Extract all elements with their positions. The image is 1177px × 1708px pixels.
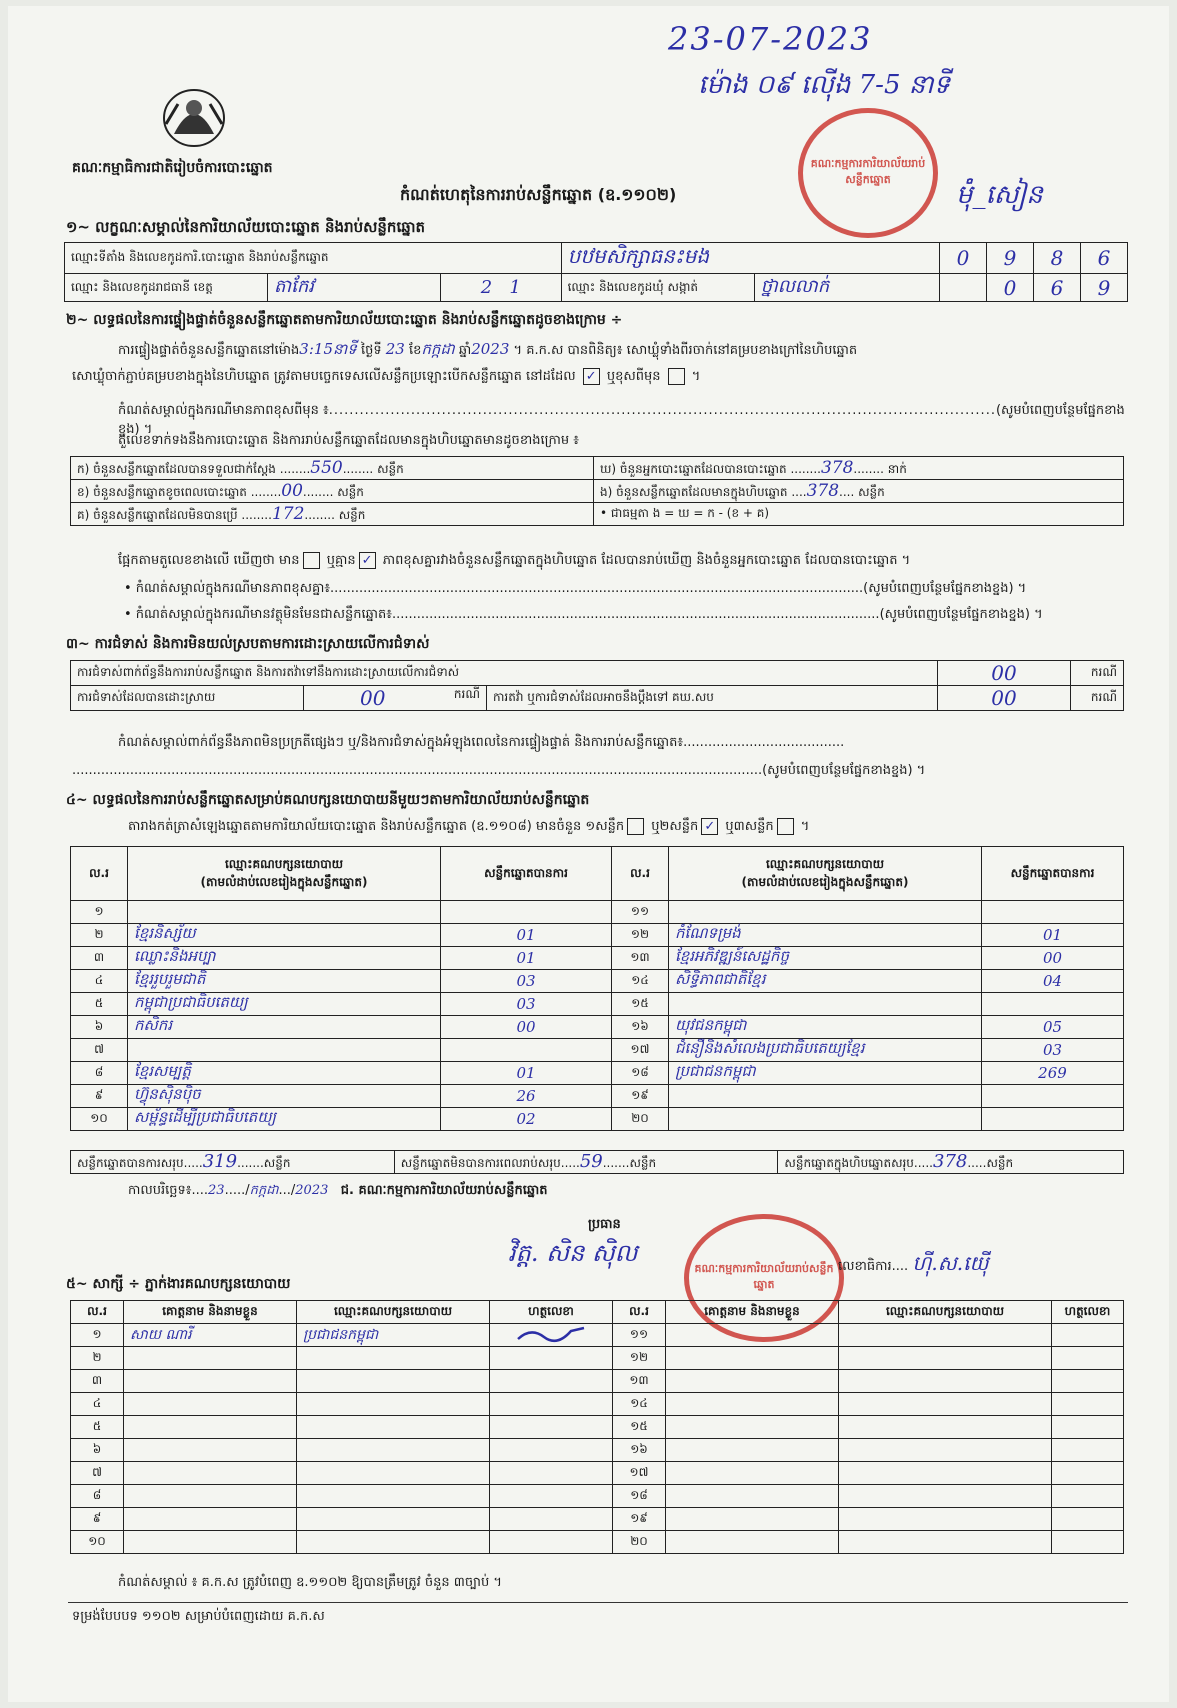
- witness-signature: [490, 1508, 613, 1531]
- spoiled-ballots: ខ) ចំនួនសន្លឹកឆ្នោតខូចពេលបោះឆ្នោត ........00........ សន្លឹក: [71, 480, 594, 503]
- witness-name: [124, 1531, 297, 1554]
- party-name: កំណែទម្រង់: [669, 924, 982, 947]
- witness-name: [124, 1393, 297, 1416]
- row-number: ១៨: [612, 1062, 669, 1085]
- vote-count: 26: [441, 1085, 612, 1108]
- vote-count: 03: [982, 1039, 1124, 1062]
- row-number: ១១: [612, 901, 669, 924]
- different-checkbox[interactable]: [668, 368, 685, 385]
- section3-title: ៣~ ការជំទាស់ និងការមិនយល់ស្របតាមការដោះស្រាយលើការជំទាស់: [66, 636, 430, 652]
- vote-count: 03: [441, 993, 612, 1016]
- witness-signature: [490, 1485, 613, 1508]
- vote-count: [982, 1085, 1124, 1108]
- witness-party: [297, 1439, 490, 1462]
- appeal-count: 00: [938, 686, 1071, 711]
- witness-signature: [1052, 1485, 1124, 1508]
- witness-name: [666, 1324, 839, 1347]
- party-name: [669, 993, 982, 1016]
- commune-label: ឈ្មោះ និងលេខកូដឃុំ សង្កាត់: [561, 274, 754, 302]
- row-number: ១៤: [613, 1393, 666, 1416]
- party-results-table: [70, 846, 1124, 1131]
- row-number: ១៩: [613, 1508, 666, 1531]
- table-row: [71, 1531, 1124, 1554]
- vote-count: 03: [441, 970, 612, 993]
- witness-name: [666, 1508, 839, 1531]
- witness-party: [839, 1531, 1052, 1554]
- witness-party: [839, 1485, 1052, 1508]
- witness-party: [297, 1347, 490, 1370]
- witness-party: [839, 1370, 1052, 1393]
- col-sign: ហត្ថលេខា: [1052, 1301, 1124, 1324]
- witness-name: [124, 1370, 297, 1393]
- table-row: [71, 1416, 1124, 1439]
- table-row: [71, 947, 1124, 970]
- party-name: កសិករ: [128, 1016, 441, 1039]
- form-sheet: [8, 6, 1169, 1702]
- witness-signature: [490, 1531, 613, 1554]
- totals-table: [70, 1150, 1124, 1174]
- witness-signature: [1052, 1462, 1124, 1485]
- col-party: ឈ្មោះគណបក្សនយោបាយ: [839, 1301, 1052, 1324]
- row-number: ៤: [71, 970, 128, 993]
- row-number: ១៥: [612, 993, 669, 1016]
- objection-count: 00: [938, 661, 1071, 686]
- witness-name: [124, 1485, 297, 1508]
- row-number: ១៣: [613, 1370, 666, 1393]
- unused-ballots: គ) ចំនួនសន្លឹកឆ្នោតដែលមិនបានប្រើ ........172........ សន្លឹក: [71, 503, 594, 526]
- unit-case: ករណី: [1071, 686, 1124, 711]
- witness-name: [666, 1393, 839, 1416]
- party-name: សិទ្ធិភាពជាតិខ្មែរ: [669, 970, 982, 993]
- table-row: [71, 1016, 1124, 1039]
- table-row: [71, 993, 1124, 1016]
- witness-signature: [1052, 1439, 1124, 1462]
- location-code-digit: 0: [940, 243, 987, 274]
- party-name: [128, 901, 441, 924]
- party-name: [669, 1085, 982, 1108]
- witness-signature: [1052, 1347, 1124, 1370]
- row-number: ១: [71, 1324, 124, 1347]
- row-number: ១១: [613, 1324, 666, 1347]
- location-code-digit: 9: [987, 243, 1034, 274]
- table-row: [71, 1062, 1124, 1085]
- table-row: [71, 1462, 1124, 1485]
- row-number: ១២: [613, 1347, 666, 1370]
- witness-name: [666, 1531, 839, 1554]
- witness-party: [839, 1347, 1052, 1370]
- col-sign: ហត្ថលេខា: [490, 1301, 613, 1324]
- chair-label: ប្រធាន: [588, 1217, 621, 1232]
- foreign-object-note: • កំណត់សម្គាល់ក្នុងករណីមានវត្ថុមិនមែនជាសន្លឹកឆ្នោត៖......................................................................................................................(សូមបំពេញបន្ថែមផ្នែកខាងខ្នង) ។: [124, 607, 1043, 622]
- table-row: [71, 1393, 1124, 1416]
- col-party: ឈ្មោះគណបក្សនយោបាយ: [297, 1301, 490, 1324]
- witness-name: [666, 1347, 839, 1370]
- witness-party: [297, 1462, 490, 1485]
- vote-count: [441, 1039, 612, 1062]
- verification-line1: ការផ្ទៀងផ្ទាត់ចំនួនសន្លឹកឆ្នោតនៅម៉ោង3:15នាទី ថ្ងៃទី 23 ខែកក្កដា ឆ្នាំ2023 ។ គ.ក.ស បានពិនិត្យ៖ សោឃ្លុំទាំងពីរចាក់នៅគម្របខាងក្រៅនៃហិបឆ្នោត: [118, 340, 858, 358]
- table-row: [71, 1508, 1124, 1531]
- row-number: ៣: [71, 947, 128, 970]
- location-code-digit: 8: [1034, 243, 1081, 274]
- col-party: ឈ្មោះគណបក្សនយោបាយ (តាមលំដាប់លេខរៀងក្នុងសន្លឹកឆ្នោត): [669, 847, 982, 901]
- party-name: ខ្មែររួបរួមជាតិ: [128, 970, 441, 993]
- col-no: ល.រ: [71, 1301, 124, 1324]
- table-row: [71, 1439, 1124, 1462]
- row-number: ១៦: [612, 1016, 669, 1039]
- commune-value: ថ្នាលលាក់: [754, 274, 939, 302]
- row-number: ៩: [71, 1085, 128, 1108]
- resolved-count: 00 ករណី: [304, 686, 487, 711]
- row-number: ១៣: [612, 947, 669, 970]
- row-number: ១០: [71, 1531, 124, 1554]
- row-number: ៨: [71, 1485, 124, 1508]
- vote-count: [982, 1108, 1124, 1131]
- figures-intro: តួលេខទាក់ទងនឹងការបោះឆ្នោត និងការរាប់សន្លឹកឆ្នោតដែលមានក្នុងហិបឆ្នោតមានដូចខាងក្រោម ៖: [118, 433, 579, 448]
- verification-line2: សោឃ្លុំចាក់ភ្ជាប់គម្របខាងក្នុងនៃហិបឆ្នោត ត្រូវតាមបច្ចេកទេសលើសន្លឹកប្រឡោះបើកសន្លឹកឆ្នោត នៅដដែល ✓ ឬខុសពីមុន ។: [72, 369, 701, 384]
- secretary: លេខាធិការ.... ហ៊ី.ស.យ៉ើ: [838, 1251, 989, 1275]
- row-number: ១៧: [613, 1462, 666, 1485]
- table-row: [71, 1108, 1124, 1131]
- party-name: ប្រជាជនកម្ពុជា: [669, 1062, 982, 1085]
- col-name: គោត្តនាម និងនាមខ្លួន: [124, 1301, 297, 1324]
- witness-party: [297, 1485, 490, 1508]
- col-party: ឈ្មោះគណបក្សនយោបាយ (តាមលំដាប់លេខរៀងក្នុងសន្លឹកឆ្នោត): [128, 847, 441, 901]
- table-row: [71, 1085, 1124, 1108]
- witness-party: [839, 1416, 1052, 1439]
- commune-code-digit: 0: [987, 274, 1034, 302]
- witness-signature: [1052, 1416, 1124, 1439]
- row-number: ២: [71, 1347, 124, 1370]
- formula: • ជាធម្មតា ង = ឃ = ក - (ខ + គ): [594, 503, 1124, 526]
- commune-code-digit: 6: [1034, 274, 1081, 302]
- province-label: ឈ្មោះ និងលេខកូដរាជធានី ខេត្ត: [65, 274, 268, 302]
- difference-note: កំណត់សម្គាល់ក្នុងករណីមានភាពខុសពីមុន ៖..................................................................................................................................(សូមបំពេញបន្ថែមផ្នែកខាងខ្នង) ។: [118, 403, 1125, 437]
- col-votes: សន្លឹកឆ្នោតបានការ: [441, 847, 612, 901]
- objection-label: ការជំទាស់ពាក់ព័ន្ធនឹងការរាប់សន្លឹកឆ្នោត និងការតវ៉ាទៅនឹងការដោះស្រាយលើការជំទាស់: [71, 661, 938, 686]
- row-number: ៩: [71, 1508, 124, 1531]
- row-number: ១៦: [613, 1439, 666, 1462]
- nec-emblem-icon: [158, 84, 230, 150]
- table-row: [71, 1324, 1124, 1347]
- total-valid: សន្លឹកឆ្នោតបានការសរុប.....319.......សន្លឹក: [71, 1151, 395, 1174]
- vote-count: [982, 993, 1124, 1016]
- three-sheets-checkbox[interactable]: [777, 818, 794, 835]
- row-number: ២០: [612, 1108, 669, 1131]
- unit-case: ករណី: [1071, 661, 1124, 686]
- witness-name: [666, 1370, 839, 1393]
- table-row: [71, 1039, 1124, 1062]
- witness-signature: [1052, 1531, 1124, 1554]
- report-date: កាលបរិច្ឆេទ៖....23...../កក្កដា.../2023 ជ. គណៈកម្មការការិយាល័យរាប់សន្លឹកឆ្នោត: [128, 1183, 548, 1198]
- location-code-digit: 6: [1081, 243, 1128, 274]
- party-name: ខ្មែរសម្បត្តិ: [128, 1062, 441, 1085]
- official-stamp-bottom: គណៈកម្មការការិយាល័យរាប់សន្លឹកឆ្នោត: [684, 1214, 844, 1342]
- party-name: [669, 1108, 982, 1131]
- witness-name: [666, 1416, 839, 1439]
- party-name: ឈ្លោះនិងអប្បា: [128, 947, 441, 970]
- col-no: ល.រ: [612, 847, 669, 901]
- witness-name: [124, 1347, 297, 1370]
- row-number: ៨: [71, 1062, 128, 1085]
- vote-count: [441, 901, 612, 924]
- vote-count: 00: [441, 1016, 612, 1039]
- vote-count: 269: [982, 1062, 1124, 1085]
- footer-form-id: ទម្រង់បែបបទ ១១០២ សម្រាប់បំពេញដោយ គ.ក.ស: [72, 1609, 325, 1624]
- row-number: ២: [71, 924, 128, 947]
- party-name: សម្ព័ន្ធដើម្បីប្រជាធិបតេយ្យ: [128, 1108, 441, 1131]
- witness-signature: [490, 1393, 613, 1416]
- row-number: ៣: [71, 1370, 124, 1393]
- vote-count: 01: [441, 1062, 612, 1085]
- section1-title: ១~ លក្ខណៈសម្គាល់នៃការិយាល័យបោះឆ្នោត និងរាប់សន្លឹកឆ្នោត: [66, 218, 426, 236]
- party-name: ជំនឿនិងសំលេងប្រជាធិបតេយ្យខ្មែរ: [669, 1039, 982, 1062]
- witness-party: [297, 1508, 490, 1531]
- witness-name: សាយ ណារី: [124, 1324, 297, 1347]
- witness-party: [839, 1439, 1052, 1462]
- vote-count: 04: [982, 970, 1124, 993]
- signature-mark-icon: [516, 1325, 586, 1343]
- location-label: ឈ្មោះទីតាំង និងលេខកូដការិ.បោះឆ្នោត និងរាប់សន្លឹកឆ្នោត: [65, 243, 562, 274]
- witness-party: [839, 1324, 1052, 1347]
- form-title: កំណត់ហេតុនៃការរាប់សន្លឹកឆ្នោត (ឧ.១១០២): [400, 185, 677, 204]
- witness-party: [839, 1508, 1052, 1531]
- table-row: [71, 1485, 1124, 1508]
- vote-count: [982, 901, 1124, 924]
- table-row: [71, 1347, 1124, 1370]
- witness-signature: [1052, 1324, 1124, 1347]
- witness-party: [297, 1370, 490, 1393]
- province-value: តាកែវ: [268, 274, 441, 302]
- party-name: យុវជនកម្ពុជា: [669, 1016, 982, 1039]
- witness-party: [297, 1393, 490, 1416]
- row-number: ១៥: [613, 1416, 666, 1439]
- vote-count: 00: [982, 947, 1124, 970]
- table-row: [71, 924, 1124, 947]
- party-name: [128, 1039, 441, 1062]
- witness-name: [124, 1462, 297, 1485]
- row-number: ១០: [71, 1108, 128, 1131]
- official-stamp-top: គណៈកម្មការការិយាល័យរាប់សន្លឹកឆ្នោត: [798, 108, 938, 238]
- witness-name: [666, 1439, 839, 1462]
- witness-name: [124, 1439, 297, 1462]
- row-number: ៥: [71, 993, 128, 1016]
- section1-table: [64, 242, 1128, 302]
- witness-signature: [1052, 1393, 1124, 1416]
- witness-name: [124, 1508, 297, 1531]
- witness-signature: [490, 1439, 613, 1462]
- witness-name: [666, 1485, 839, 1508]
- party-name: ខ្មែរនិស្ស័យ: [128, 924, 441, 947]
- location-value: បឋមសិក្សាធនះមង: [561, 243, 939, 274]
- col-no: ល.រ: [613, 1301, 666, 1324]
- footer-divider: [68, 1602, 1128, 1603]
- row-number: ១: [71, 901, 128, 924]
- handwritten-time: ម៉ោង ០៩ ល៉ើង 7-5 នាទី: [698, 70, 951, 100]
- witness-table: [70, 1300, 1124, 1554]
- two-sheets-checkbox[interactable]: ✓: [701, 818, 718, 835]
- witness-party: [839, 1393, 1052, 1416]
- party-name: ខ្មែរអភិវឌ្ឍន៍សេដ្ឋកិច្ច: [669, 947, 982, 970]
- handwritten-date: 23-07-2023: [668, 20, 873, 58]
- witness-signature: [490, 1416, 613, 1439]
- row-number: ៤: [71, 1393, 124, 1416]
- row-number: ១៩: [612, 1085, 669, 1108]
- same-as-before-checkbox[interactable]: ✓: [583, 368, 600, 385]
- vote-count: 01: [441, 947, 612, 970]
- province-code: 2 1: [441, 274, 562, 302]
- witness-signature: [490, 1370, 613, 1393]
- total-invalid: សន្លឹកឆ្នោតមិនបានការពេលរាប់សរុប.....59.......សន្លឹក: [394, 1151, 778, 1174]
- commune-code-digit: 9: [1081, 274, 1128, 302]
- row-number: ៦: [71, 1439, 124, 1462]
- table-row: [71, 1370, 1124, 1393]
- resolved-label: ការជំទាស់ដែលបានដោះស្រាយ: [71, 686, 304, 711]
- appeal-label: ការតវ៉ា ឬការជំទាស់ដែលអាចនឹងប្តឹងទៅ គឃ.សប: [487, 686, 938, 711]
- witness-name: [124, 1416, 297, 1439]
- discrepancy-yes-checkbox[interactable]: [303, 552, 320, 569]
- tally-sheet-count: តារាងកត់ត្រាសំឡេងឆ្នោតតាមការិយាល័យបោះឆ្នោត និងរាប់សន្លឹកឆ្នោត (ឧ.១១០៨) មានចំនួន ១សន្លឹក ឬ២សន្លឹក ✓ ឬ៣សន្លឹក ។: [128, 819, 810, 834]
- total-in-box: សន្លឹកឆ្នោតក្នុងហិបឆ្នោតសរុប.....378.....សន្លឹក: [778, 1151, 1124, 1174]
- voters-voted: ឃ) ចំនួនអ្នកបោះឆ្នោតដែលបានបោះឆ្នោត ........378........ នាក់: [594, 457, 1124, 480]
- row-number: ១៨: [613, 1485, 666, 1508]
- witness-party: ប្រជាជនកម្ពុជា: [297, 1324, 490, 1347]
- row-number: ៧: [71, 1039, 128, 1062]
- vote-count: 01: [982, 924, 1124, 947]
- witness-signature: [1052, 1508, 1124, 1531]
- vote-count: 02: [441, 1108, 612, 1131]
- party-name: កម្ពុជាប្រជាធិបតេយ្យ: [128, 993, 441, 1016]
- objections-table: [70, 660, 1124, 711]
- party-name: ហ៊្វុនស៊ិនប៉ិច: [128, 1085, 441, 1108]
- table-row: [71, 901, 1124, 924]
- row-number: ២០: [613, 1531, 666, 1554]
- col-name: គោត្តនាម និងនាមខ្លួន: [666, 1301, 839, 1324]
- footer-note: កំណត់សម្គាល់ ៖ គ.ក.ស ត្រូវបំពេញ ឧ.១១០២ ឱ្យបានត្រឹមត្រូវ ចំនួន ៣ច្បាប់ ។: [118, 1575, 502, 1590]
- row-number: ១៤: [612, 970, 669, 993]
- section5-title: ៥~ សាក្សី ÷ ភ្នាក់ងារគណបក្សនយោបាយ: [66, 1276, 291, 1292]
- discrepancy-note: • កំណត់សម្គាល់ក្នុងករណីមានភាពខុសគ្នា៖.................................................................................................................................(សូមបំពេញបន្ថែមផ្នែកខាងខ្នង) ។: [124, 581, 1027, 596]
- vote-count: 01: [441, 924, 612, 947]
- handwritten-signer: ម៉ុំ_សៀន: [956, 180, 1043, 210]
- row-number: ១៧: [612, 1039, 669, 1062]
- witness-party: [297, 1416, 490, 1439]
- discrepancy-line: ផ្អែកតាមតួលេខខាងលើ ឃើញថា មាន ឬគ្មាន ✓ ភាពខុសគ្នារវាងចំនួនសន្លឹកឆ្នោតក្នុងហិបឆ្នោត ដែលបានរាប់ឃើញ និងចំនួនអ្នកបោះឆ្នោត ដែលបានបោះឆ្នោត ។: [118, 553, 911, 568]
- ballots-in-box: ង) ចំនួនសន្លឹកឆ្នោតដែលមានក្នុងហិបឆ្នោត ....378.... សន្លឹក: [594, 480, 1124, 503]
- witness-signature: [490, 1347, 613, 1370]
- vote-count: 05: [982, 1016, 1124, 1039]
- table-row: [71, 970, 1124, 993]
- row-number: ៦: [71, 1016, 128, 1039]
- row-number: ១២: [612, 924, 669, 947]
- witness-signature: [1052, 1370, 1124, 1393]
- received-ballots: ក) ចំនួនសន្លឹកឆ្នោតដែលបានទទួលជាក់ស្តែង ........550........ សន្លឹក: [71, 457, 594, 480]
- row-number: ៧: [71, 1462, 124, 1485]
- witness-signature: [490, 1324, 613, 1347]
- col-no: ល.រ: [71, 847, 128, 901]
- section2-title: ២~ លទ្ធផលនៃការផ្ទៀងផ្ទាត់ចំនួនសន្លឹកឆ្នោតតាមការិយាល័យបោះឆ្នោត និងរាប់សន្លឹកឆ្នោតដូចខាងក្រោម ÷: [66, 312, 623, 328]
- row-number: ៥: [71, 1416, 124, 1439]
- witness-party: [297, 1531, 490, 1554]
- org-name: គណៈកម្មាធិការជាតិរៀបចំការបោះឆ្នោត: [72, 160, 273, 176]
- one-sheet-checkbox[interactable]: [627, 818, 644, 835]
- chair-signature: វិត្ត. សិន ស៊ិល: [508, 1239, 638, 1267]
- witness-signature: [490, 1462, 613, 1485]
- discrepancy-no-checkbox[interactable]: ✓: [359, 552, 376, 569]
- party-name: [669, 901, 982, 924]
- col-votes: សន្លឹកឆ្នោតបានការ: [982, 847, 1124, 901]
- irregularity-fill: .......................................................................................................................................................................(សូមបំពេញបន្ថែមផ្នែកខាងខ្នង) ។: [72, 763, 926, 778]
- section4-title: ៤~ លទ្ធផលនៃការរាប់សន្លឹកឆ្នោតសម្រាប់គណបក្សនយោបាយនីមួយៗតាមការិយាល័យរាប់សន្លឹកឆ្នោត: [66, 792, 590, 808]
- irregularity-note: កំណត់សម្គាល់ពាក់ព័ន្ធនឹងភាពមិនប្រក្រតីផ្សេងៗ ឬ/និងការជំទាស់ក្នុងអំឡុងពេលនៃការផ្ទៀងផ្ទាត់ និងការរាប់សន្លឹកឆ្នោត៖.......................................: [118, 735, 845, 750]
- ballot-figures-table: [70, 456, 1124, 526]
- witness-party: [839, 1462, 1052, 1485]
- witness-name: [666, 1462, 839, 1485]
